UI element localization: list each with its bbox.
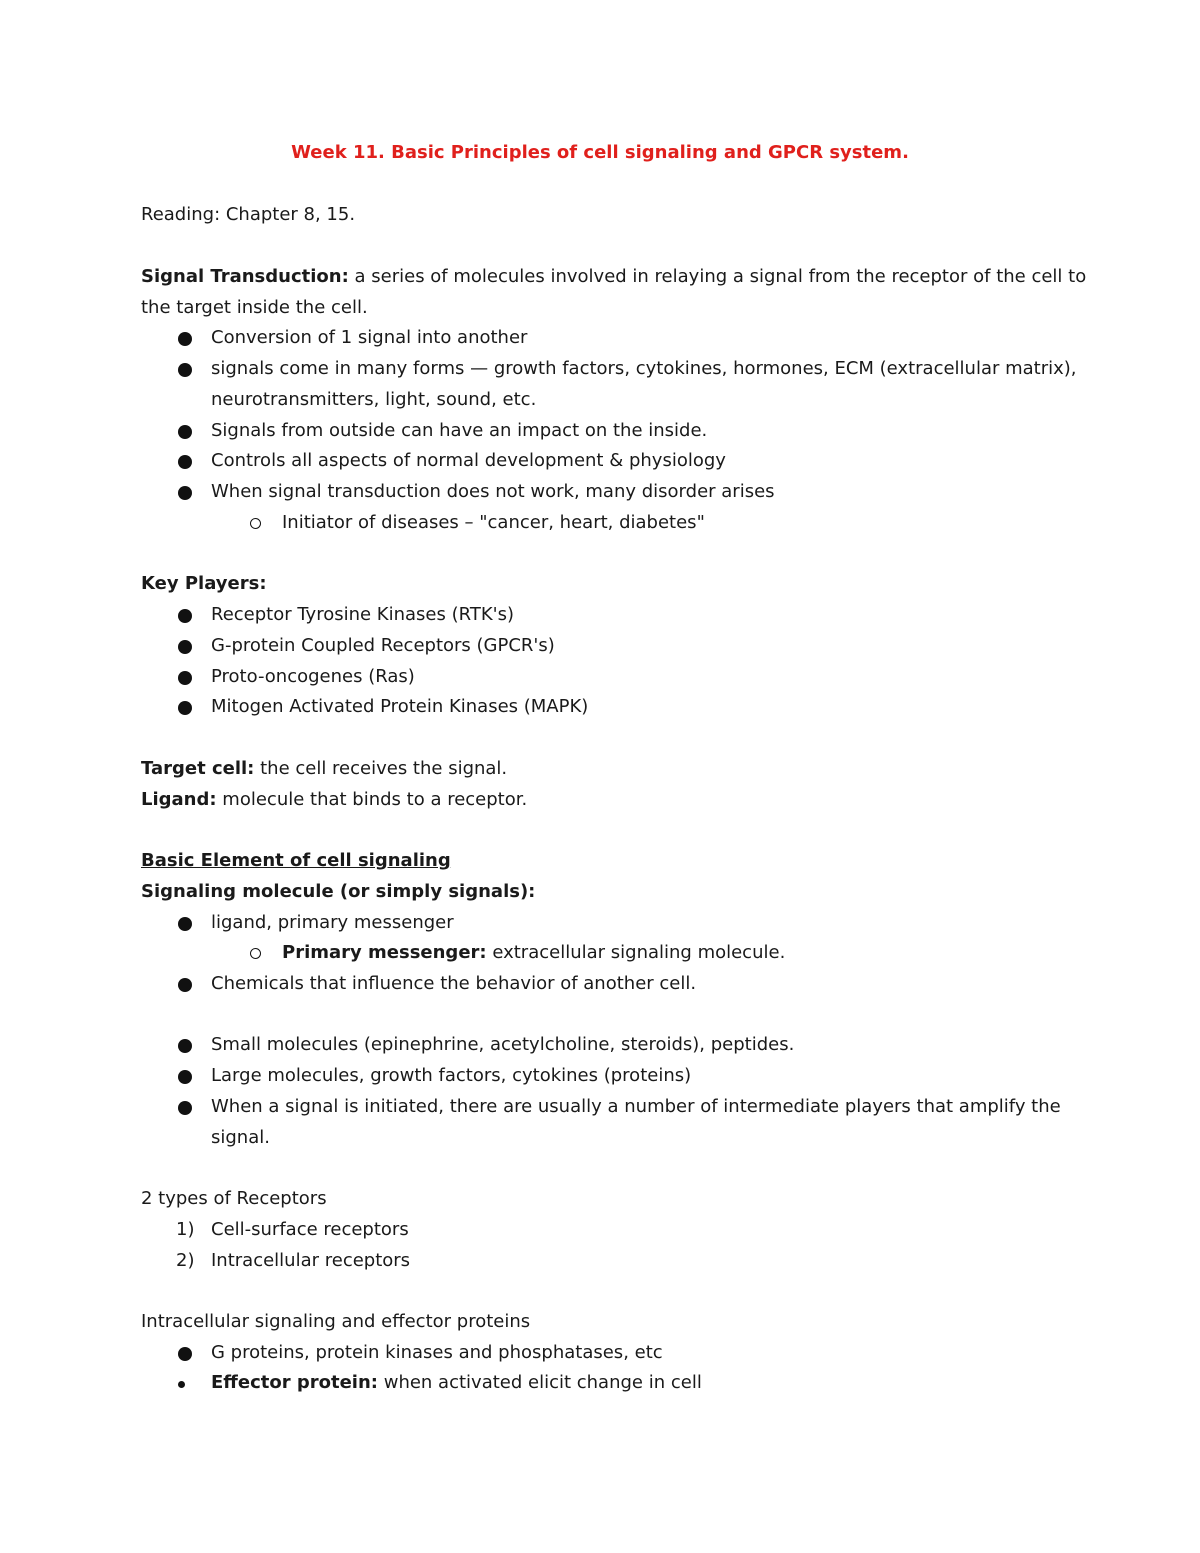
small-bullet-icon bbox=[178, 1381, 185, 1388]
list-item: Large molecules, growth factors, cytokines (proteins) bbox=[211, 1065, 692, 1086]
definition-text: molecule that binds to a receptor. bbox=[216, 789, 528, 810]
list-item-cont: neurotransmitters, light, sound, etc. bbox=[211, 389, 537, 410]
bullet-icon bbox=[178, 332, 192, 346]
receptors-heading: 2 types of Receptors bbox=[141, 1188, 327, 1209]
hollow-bullet-icon bbox=[250, 518, 261, 529]
bullet-icon bbox=[178, 701, 192, 715]
list-item: Proto-oncogenes (Ras) bbox=[211, 666, 415, 687]
term-ligand: Ligand: bbox=[141, 789, 217, 810]
bullet-icon bbox=[178, 486, 192, 500]
definition-text: a series of molecules involved in relaying a signal from the receptor of the cell to bbox=[348, 266, 1087, 287]
signaling-molecule-heading: Signaling molecule (or simply signals): bbox=[141, 881, 536, 902]
bullet-icon bbox=[178, 1101, 192, 1115]
list-number: 1) bbox=[176, 1219, 195, 1240]
term-primary-messenger: Primary messenger: bbox=[282, 942, 487, 963]
bullet-icon bbox=[178, 1070, 192, 1084]
bullet-icon bbox=[178, 425, 192, 439]
reading-line: Reading: Chapter 8, 15. bbox=[141, 204, 356, 225]
list-item: G proteins, protein kinases and phosphatases, etc bbox=[211, 1342, 663, 1363]
bullet-icon bbox=[178, 640, 192, 654]
bullet-icon bbox=[178, 1347, 192, 1361]
list-item: Chemicals that influence the behavior of another cell. bbox=[211, 973, 697, 994]
hollow-bullet-icon bbox=[250, 948, 261, 959]
bullet-icon bbox=[178, 363, 192, 377]
definition-text: when activated elicit change in cell bbox=[378, 1372, 702, 1393]
page-title: Week 11. Basic Principles of cell signaling and GPCR system. bbox=[291, 142, 909, 163]
list-item: Cell-surface receptors bbox=[211, 1219, 409, 1240]
definition-text: the cell receives the signal. bbox=[254, 758, 508, 779]
list-item: Signals from outside can have an impact on the inside. bbox=[211, 420, 708, 441]
bullet-icon bbox=[178, 917, 192, 931]
sub-list-item bbox=[282, 944, 785, 962]
signal-transduction-definition-cont: the target inside the cell. bbox=[141, 297, 368, 318]
bullet-icon bbox=[178, 978, 192, 992]
bullet-icon bbox=[178, 455, 192, 469]
list-item: Small molecules (epinephrine, acetylcholine, steroids), peptides. bbox=[211, 1034, 795, 1055]
list-item: Receptor Tyrosine Kinases (RTK's) bbox=[211, 604, 514, 625]
target-cell-definition bbox=[141, 760, 507, 778]
list-item bbox=[211, 1374, 702, 1392]
bullet-icon bbox=[178, 671, 192, 685]
sub-list-item: Initiator of diseases – "cancer, heart, diabetes" bbox=[282, 512, 705, 533]
bullet-icon bbox=[178, 1039, 192, 1053]
intracellular-heading: Intracellular signaling and effector proteins bbox=[141, 1311, 531, 1332]
term-signal-transduction: Signal Transduction: bbox=[141, 266, 349, 287]
list-item: signals come in many forms — growth factors, cytokines, hormones, ECM (extracellular matrix), bbox=[211, 358, 1077, 379]
bullet-icon bbox=[178, 609, 192, 623]
list-item: ligand, primary messenger bbox=[211, 912, 454, 933]
term-effector-protein: Effector protein: bbox=[211, 1372, 378, 1393]
list-item: When a signal is initiated, there are usually a number of intermediate players that amplify the bbox=[211, 1096, 1061, 1117]
list-item: Mitogen Activated Protein Kinases (MAPK) bbox=[211, 696, 589, 717]
basic-element-heading: Basic Element of cell signaling bbox=[141, 850, 451, 871]
ligand-definition bbox=[141, 791, 527, 809]
definition-text: extracellular signaling molecule. bbox=[486, 942, 786, 963]
list-item: Controls all aspects of normal development & physiology bbox=[211, 450, 726, 471]
list-item: When signal transduction does not work, many disorder arises bbox=[211, 481, 775, 502]
list-number: 2) bbox=[176, 1250, 195, 1271]
list-item: G-protein Coupled Receptors (GPCR's) bbox=[211, 635, 555, 656]
term-target-cell: Target cell: bbox=[141, 758, 255, 779]
signal-transduction-definition bbox=[141, 268, 1086, 286]
list-item: Conversion of 1 signal into another bbox=[211, 327, 528, 348]
list-item-cont: signal. bbox=[211, 1127, 270, 1148]
key-players-heading: Key Players: bbox=[141, 573, 267, 594]
list-item: Intracellular receptors bbox=[211, 1250, 411, 1271]
